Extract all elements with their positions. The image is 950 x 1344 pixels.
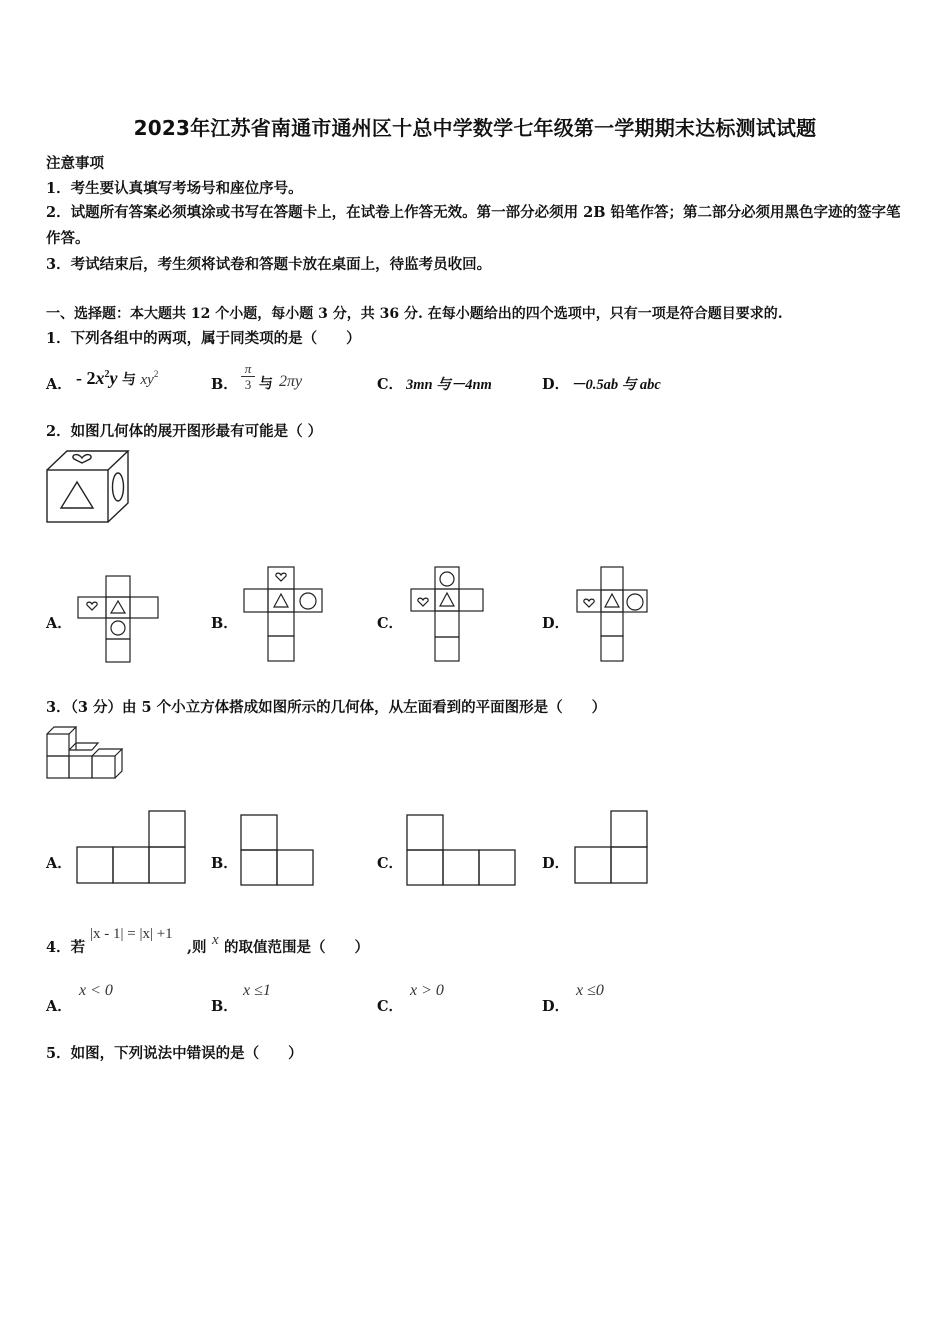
q4-option-b-label: B． (211, 998, 238, 1015)
notice-heading: 注意事项 (46, 155, 104, 172)
q1-option-b-term2: 2πy (279, 373, 303, 390)
q1-option-c-expr: 3mn 与－4nm (406, 377, 492, 393)
question-4-var: x (212, 932, 219, 948)
q1-option-b-label: B． (211, 376, 238, 393)
question-4-mid: ,则 (187, 939, 207, 956)
q4-option-d-label: D． (542, 998, 570, 1015)
q1-option-d-label: D． (542, 376, 570, 393)
q2-option-a-label: A． (46, 615, 72, 632)
q2-option-b-net (243, 566, 323, 662)
q2-option-d-label: D． (542, 615, 570, 632)
question-4-condition: |x - 1| = |x| +1 (90, 926, 173, 942)
q2-option-d-net (576, 566, 648, 662)
q4-option-a-expr: x < 0 (79, 982, 113, 999)
q4-option-c-label: C． (377, 998, 404, 1015)
q4-option-a-label: A． (46, 998, 72, 1015)
q4-option-c-expr: x > 0 (410, 982, 444, 999)
section-heading: 一、选择题：本大题共 12 个小题，每小题 3 分，共 36 分. 在每小题给出的四个选项中，只有一项是符合题目要求的. (46, 306, 783, 322)
q3-option-c-view (406, 814, 518, 888)
question-3-stem: 3．（3 分）由 5 个小立方体搭成如图所示的几何体，从左面看到的平面图形是（ ） (46, 699, 607, 716)
q3-option-b-label: B． (211, 855, 238, 872)
question-5-stem: 5．如图，下列说法中错误的是（ ） (46, 1045, 303, 1062)
q2-option-c-net (410, 566, 484, 662)
question-2-stem: 2．如图几何体的展开图形最有可能是（ ） (46, 423, 323, 440)
q2-cube-figure (46, 450, 132, 524)
q3-option-d-view (574, 810, 652, 886)
q1-option-a-expr: - $2x^2y$ 与 $xy^2$ (76, 368, 159, 388)
notice-item-3: 3．考试结束后，考生须将试卷和答题卡放在桌面上，待监考员收回。 (46, 256, 492, 273)
q1-option-a-label: A． (46, 376, 72, 393)
q1-option-c-label: C． (377, 376, 404, 393)
page-title: 2023年江苏省南通市通州区十总中学数学七年级第一学期期末达标测试试题 (133, 116, 817, 140)
question-1-stem: 1．下列各组中的两项，属于同类项的是（ ） (46, 330, 361, 347)
q3-option-a-view (76, 810, 188, 886)
q1-option-b-conj: 与 (259, 377, 273, 392)
q4-option-d-expr: x ≤0 (576, 982, 604, 999)
question-4-prefix: 4．若 (46, 939, 86, 956)
q2-option-a-net (77, 575, 159, 663)
q1-option-d-expr: －0.5ab 与 abc (571, 377, 661, 393)
notice-item-1: 1．考生要认真填写考场号和座位序号。 (46, 180, 303, 197)
q3-option-a-label: A． (46, 855, 72, 872)
q3-cubes-figure (46, 726, 128, 780)
question-4-suffix: 的取值范围是（ ） (224, 939, 369, 956)
q1-option-b-fraction: π 3 (241, 361, 255, 392)
q4-option-b-expr: x ≤1 (243, 982, 271, 999)
q2-option-b-label: B． (211, 615, 238, 632)
q3-option-b-view (240, 814, 316, 888)
q2-option-c-label: C． (377, 615, 404, 632)
q3-option-c-label: C． (377, 855, 404, 872)
notice-item-2: 2．试题所有答案必须填涂或书写在答题卡上，在试卷上作答无效。第一部分必须用 2B 铅笔作答；第二部分必须用黑色字迹的签字笔作答。 (46, 204, 901, 247)
q3-option-d-label: D． (542, 855, 570, 872)
